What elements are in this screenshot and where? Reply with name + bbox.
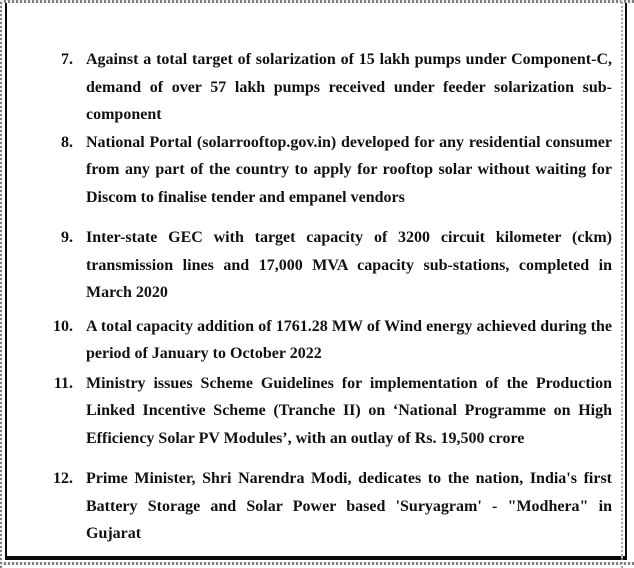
item-number: 10. [53, 317, 73, 335]
list-item [47, 370, 612, 453]
item-text: Prime Minister, Shri Narendra Modi, dedicates to the nation, India's first Battery Storage and Solar Power based 'Suryagram' - "Modhera" in Gujarat [86, 470, 612, 542]
item-text: Against a total target of solarization of 15 lakh pumps under Component-C, demand of over 57 lakh pumps received under feeder solarization sub-component [86, 51, 612, 123]
selection-marquee-left [0, 0, 2, 568]
item-number: 7. [61, 51, 73, 68]
item-number: 9. [61, 229, 73, 246]
item-text: Ministry issues Scheme Guidelines for implementation of the Production Linked Incentive Scheme (Tranche II) on ‘National Programme on High Efficiency Solar PV Modules’, with an outlay of Rs. 19,500 crore [86, 374, 612, 447]
item-number: 12. [53, 470, 73, 487]
item-number: 8. [61, 133, 73, 151]
list-item [47, 224, 612, 307]
selection-marquee-bottom [0, 562, 634, 565]
list-item [47, 313, 612, 368]
document-page [5, 0, 627, 560]
item-text: National Portal (solarrooftop.gov.in) developed for any residential consumer from any part of the country to apply for rooftop solar without waiting for Discom to finalise tender and empanel vendors [86, 133, 612, 206]
list-item [47, 46, 612, 129]
item-text: Inter-state GEC with target capacity of 3200 circuit kilometer (ckm) transmission lines and 17,000 MVA capacity sub-stations, completed in March 2020 [86, 229, 612, 301]
achievements-list [9, 0, 612, 548]
list-item [47, 465, 612, 548]
item-number: 11. [53, 374, 73, 392]
list-item [47, 129, 612, 212]
item-text: A total capacity addition of 1761.28 MW of Wind energy achieved during the period of January to October 2022 [86, 317, 612, 362]
